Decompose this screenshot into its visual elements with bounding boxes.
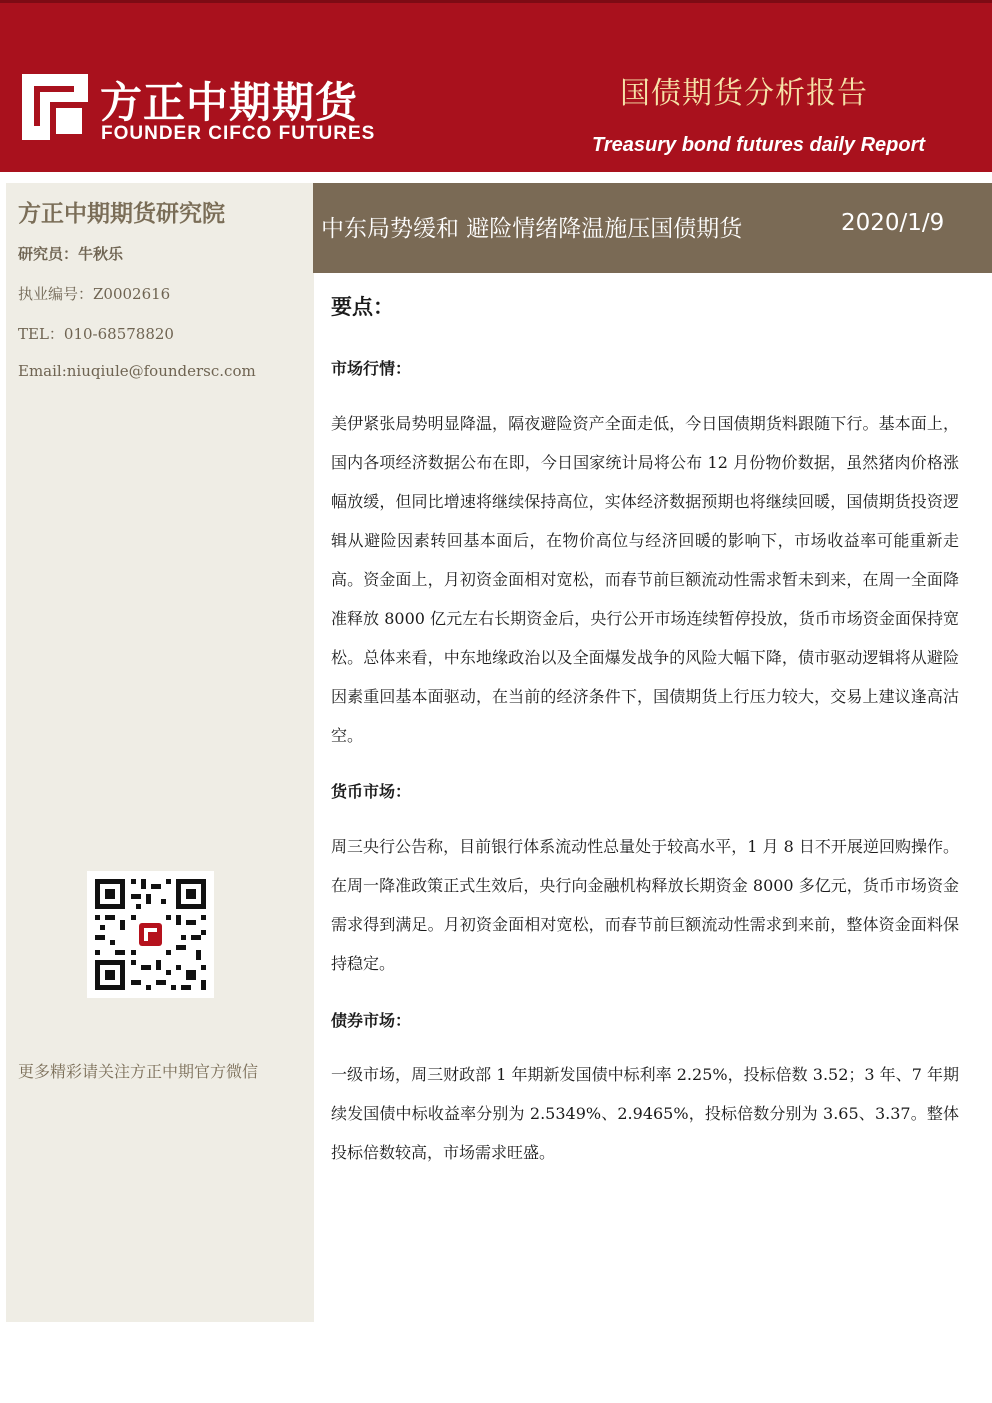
- founder-logo-icon: [22, 74, 88, 140]
- section-title-market: 市场行情：: [331, 359, 412, 378]
- section-body-market: 美伊紧张局势明显降温，隔夜避险资产全面走低，今日国债期货料跟随下行。基本面上，国内各项经济数据公布在即，今日国家统计局将公布 12 月份物价数据，虽然猪肉价格涨幅放缓，但同比增速将继续保持高位，实体经济数据预期也将继续回暖，国债期货投资逻辑从避险因素转回基本面后，在物价高位与经济回暖的影响下，市场收益率可能重新走高。资金面上，月初资金面相对宽松，而春节前巨额流动性需求暂未到来，在周一全面降准释放 8000 亿元左右长期资金后，央行公开市场连续暂停投放，货币市场资金面保持宽松。总体来看，中东地缘政治以及全面爆发战争的风险大幅下降，债市驱动逻辑将从避险因素重回基本面驱动，在当前的经济条件下，国债期货上行压力较大，交易上建议逢高沽空。: [331, 414, 959, 745]
- key-points-heading: 要点：: [331, 295, 394, 319]
- report-date: 2020/1/9: [841, 210, 945, 236]
- telephone: TEL：010-68578820: [18, 325, 174, 343]
- header-top-line: [0, 0, 992, 3]
- section-title-bond-market: 债券市场：: [331, 1011, 412, 1030]
- follow-wechat-text: 更多精彩请关注方正中期官方微信: [18, 1062, 259, 1081]
- institute-name: 方正中期期货研究院: [18, 201, 225, 227]
- section-title-money-market: 货币市场：: [331, 782, 412, 801]
- section-body-money-market: 周三央行公告称，目前银行体系流动性总量处于较高水平，1 月 8 日不开展逆回购操作。在周一降准政策正式生效后，央行向金融机构释放长期资金 8000 多亿元，货币市场资金需求得到满足。月初资金面相对宽松，而春节前巨额流动性需求到来前，整体资金面料保持稳定。: [331, 837, 959, 973]
- report-type-en: Treasury bond futures daily Report: [592, 134, 926, 156]
- company-name-cn: 方正中期期货: [100, 78, 359, 127]
- section-body-bond-market: 一级市场，周三财政部 1 年期新发国债中标利率 2.25%，投标倍数 3.52；3 年、7 年期续发国债中标收益率分别为 2.5349%、2.9465%，投标倍数分别为 3.65、3.37。整体投标倍数较高，市场需求旺盛。: [331, 1065, 959, 1162]
- report-headline: 中东局势缓和 避险情绪降温施压国债期货: [321, 216, 743, 242]
- headline-band: [313, 183, 992, 273]
- license-number: 执业编号：Z0002616: [18, 285, 171, 303]
- email-address: Email:niuqiule@foundersc.com: [18, 362, 256, 380]
- researcher-name: 研究员：牛秋乐: [18, 245, 124, 263]
- sidebar: [6, 183, 314, 1322]
- report-header: [0, 0, 992, 172]
- wechat-qr-code-icon: [87, 871, 214, 998]
- company-name-en: FOUNDER CIFCO FUTURES: [101, 123, 376, 144]
- report-type-cn: 国债期货分析报告: [620, 76, 868, 111]
